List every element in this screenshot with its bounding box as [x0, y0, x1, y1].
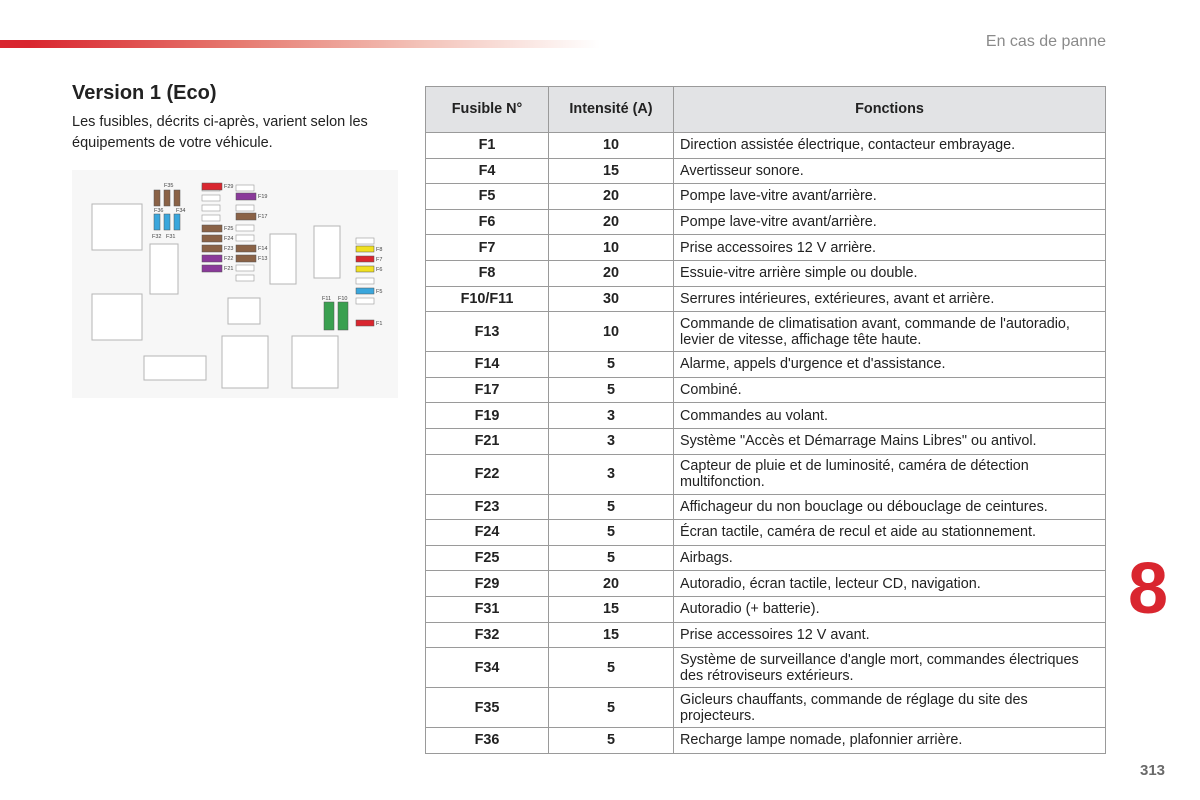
fuse-number: F35 — [426, 688, 549, 728]
fuse-function: Pompe lave-vitre avant/arrière. — [674, 184, 1106, 210]
table-row — [426, 622, 1106, 648]
fuse-function: Combiné. — [674, 377, 1106, 403]
fuse-label-f5: F5 — [376, 289, 383, 295]
table-row — [426, 209, 1106, 235]
fuse-function: Commande de climatisation avant, commande de l'autoradio, levier de vitesse, affichage tête haute. — [674, 312, 1106, 352]
relay-block — [314, 226, 340, 278]
relay-block — [228, 298, 260, 324]
fuse-number: F1 — [426, 133, 549, 159]
fuse-f24 — [202, 235, 222, 242]
fuse-number: F10/F11 — [426, 286, 549, 312]
fuse-f35a — [154, 190, 160, 206]
fuse-intensity: 5 — [549, 352, 674, 378]
fuse-number: F13 — [426, 312, 549, 352]
fuse-f10 — [338, 302, 348, 330]
table-row — [426, 454, 1106, 494]
chapter-header: En cas de panne — [985, 33, 1106, 50]
relay-block — [150, 244, 178, 294]
fuse-function: Direction assistée électrique, contacteur embrayage. — [674, 133, 1106, 159]
fuse-number: F14 — [426, 352, 549, 378]
fuse-intensity: 15 — [549, 596, 674, 622]
relay-block — [292, 336, 338, 388]
fuse-function: Essuie-vitre arrière simple ou double. — [674, 260, 1106, 286]
table-row — [426, 520, 1106, 546]
fuse-function: Avertisseur sonore. — [674, 158, 1106, 184]
fuse-number: F25 — [426, 545, 549, 571]
fuse-number: F24 — [426, 520, 549, 546]
fuse-label-f10: F10 — [338, 296, 348, 302]
fuse-label-f17: F17 — [258, 214, 268, 220]
table-row — [426, 133, 1106, 159]
fuse-f29 — [202, 183, 222, 190]
fuse-intensity: 5 — [549, 545, 674, 571]
fuse-number: F4 — [426, 158, 549, 184]
fuse-f35c — [174, 190, 180, 206]
fuse-f7 — [356, 256, 374, 262]
fuse-label-f36: F36 — [154, 208, 164, 214]
fuse-label-f35: F35 — [164, 183, 174, 189]
fuse-label-f7: F7 — [376, 257, 383, 263]
fuse-function: Recharge lampe nomade, plafonnier arrière. — [674, 728, 1106, 754]
fuse-function: Airbags. — [674, 545, 1106, 571]
fuse-intensity: 20 — [549, 571, 674, 597]
fuse-label-f34: F34 — [176, 208, 186, 214]
fuse-number: F23 — [426, 494, 549, 520]
fuse-function: Autoradio (+ batterie). — [674, 596, 1106, 622]
fuse-intensity: 10 — [549, 235, 674, 261]
fuse-intensity: 5 — [549, 648, 674, 688]
intro-text: Les fusibles, décrits ci-après, varient selon les équipements de votre véhicule. — [72, 114, 368, 151]
fuse-f35b — [164, 190, 170, 206]
table-row — [426, 648, 1106, 688]
fuse-number: F29 — [426, 571, 549, 597]
fuse-f8 — [356, 246, 374, 252]
fuse-label-f13: F13 — [258, 256, 268, 262]
fuse-function: Système "Accès et Démarrage Mains Libres" ou antivol. — [674, 428, 1106, 454]
fuse-f1 — [356, 320, 374, 326]
fuse-function: Alarme, appels d'urgence et d'assistance. — [674, 352, 1106, 378]
fuse-label-f24: F24 — [224, 236, 234, 242]
fuse-intensity: 5 — [549, 377, 674, 403]
fuse-intensity: 30 — [549, 286, 674, 312]
fuse-intensity: 15 — [549, 158, 674, 184]
fuse-f22 — [202, 255, 222, 262]
fuse-f17 — [236, 213, 256, 220]
table-row — [426, 403, 1106, 429]
fuse-f36 — [154, 214, 160, 230]
relay-block — [270, 234, 296, 284]
fuse-function: Commandes au volant. — [674, 403, 1106, 429]
fuse-number: F21 — [426, 428, 549, 454]
fuse-function: Prise accessoires 12 V avant. — [674, 622, 1106, 648]
fuse-f34b — [174, 214, 180, 230]
fuse-number: F22 — [426, 454, 549, 494]
table-row — [426, 596, 1106, 622]
table-row — [426, 428, 1106, 454]
fuse-f34a — [164, 214, 170, 230]
fuse-number: F7 — [426, 235, 549, 261]
fuse-function: Prise accessoires 12 V arrière. — [674, 235, 1106, 261]
table-row — [426, 352, 1106, 378]
table-row — [426, 494, 1106, 520]
table-row — [426, 312, 1106, 352]
fuse-f23 — [202, 245, 222, 252]
table-header-row — [426, 87, 1106, 133]
fuse-box-diagram — [72, 170, 398, 398]
table-row — [426, 260, 1106, 286]
fuse-label-f14: F14 — [258, 246, 268, 252]
fuse-label-f31: F31 — [166, 234, 176, 240]
fuse-number: F32 — [426, 622, 549, 648]
fuse-intensity: 5 — [549, 494, 674, 520]
section-title: Version 1 (Eco) — [72, 82, 217, 104]
fuse-intensity: 15 — [549, 622, 674, 648]
fuse-f14 — [236, 245, 256, 252]
fuse-label-f21: F21 — [224, 266, 234, 272]
fuse-function: Serrures intérieures, extérieures, avant et arrière. — [674, 286, 1106, 312]
fuse-number: F36 — [426, 728, 549, 754]
table-row — [426, 688, 1106, 728]
fuse-label-f22: F22 — [224, 256, 234, 262]
fuse-number: F34 — [426, 648, 549, 688]
fuse-function: Autoradio, écran tactile, lecteur CD, navigation. — [674, 571, 1106, 597]
fuse-intensity: 10 — [549, 133, 674, 159]
fuse-number: F8 — [426, 260, 549, 286]
relay-block — [222, 336, 268, 388]
fuse-number: F6 — [426, 209, 549, 235]
fuse-intensity: 5 — [549, 728, 674, 754]
fuse-number: F17 — [426, 377, 549, 403]
fuse-function: Pompe lave-vitre avant/arrière. — [674, 209, 1106, 235]
fuse-function: Système de surveillance d'angle mort, commandes électriques des rétroviseurs extérieurs. — [674, 648, 1106, 688]
fuse-function: Affichageur du non bouclage ou débouclage de ceintures. — [674, 494, 1106, 520]
fuse-table — [425, 86, 1106, 754]
table-row — [426, 728, 1106, 754]
header-intensity: Intensité (A) — [549, 87, 674, 133]
fuse-f11 — [324, 302, 334, 330]
relay-block — [92, 294, 142, 340]
fuse-intensity: 3 — [549, 454, 674, 494]
fuse-f13 — [236, 255, 256, 262]
chapter-number: 8 — [1128, 549, 1169, 629]
fuse-function: Gicleurs chauffants, commande de réglage du site des projecteurs. — [674, 688, 1106, 728]
relay-block — [92, 204, 142, 250]
fuse-function: Capteur de pluie et de luminosité, caméra de détection multifonction. — [674, 454, 1106, 494]
table-row — [426, 235, 1106, 261]
table-row — [426, 545, 1106, 571]
fuse-label-f32: F32 — [152, 234, 162, 240]
fuse-intensity: 20 — [549, 260, 674, 286]
fuse-label-f29: F29 — [224, 184, 234, 190]
fuse-label-f25: F25 — [224, 226, 234, 232]
fuse-number: F31 — [426, 596, 549, 622]
table-row — [426, 158, 1106, 184]
fuse-intensity: 20 — [549, 184, 674, 210]
fuse-intensity: 3 — [549, 403, 674, 429]
fuse-box-diagram-svg — [72, 170, 398, 398]
header-functions: Fonctions — [674, 87, 1106, 133]
fuse-label-f19: F19 — [258, 194, 268, 200]
fuse-label-f8: F8 — [376, 247, 383, 253]
fuse-intensity: 5 — [549, 688, 674, 728]
fuse-function: Écran tactile, caméra de recul et aide au stationnement. — [674, 520, 1106, 546]
fuse-label-f11: F11 — [322, 296, 332, 302]
fuse-f25 — [202, 225, 222, 232]
fuse-f6 — [356, 266, 374, 272]
table-row — [426, 571, 1106, 597]
fuse-label-f1: F1 — [376, 321, 383, 327]
page-number: 313 — [1140, 762, 1166, 779]
relay-block — [144, 356, 206, 380]
fuse-label-f6: F6 — [376, 267, 383, 273]
fuse-intensity: 5 — [549, 520, 674, 546]
fuse-number: F5 — [426, 184, 549, 210]
header-fuse: Fusible N° — [426, 87, 549, 133]
fuse-f5 — [356, 288, 374, 294]
table-row — [426, 286, 1106, 312]
fuse-number: F19 — [426, 403, 549, 429]
fuse-intensity: 20 — [549, 209, 674, 235]
table-row — [426, 377, 1106, 403]
fuse-label-f23: F23 — [224, 246, 234, 252]
header-accent-bar — [0, 40, 600, 48]
fuse-f21 — [202, 265, 222, 272]
fuse-f19 — [236, 193, 256, 200]
fuse-intensity: 10 — [549, 312, 674, 352]
table-row — [426, 184, 1106, 210]
fuse-intensity: 3 — [549, 428, 674, 454]
